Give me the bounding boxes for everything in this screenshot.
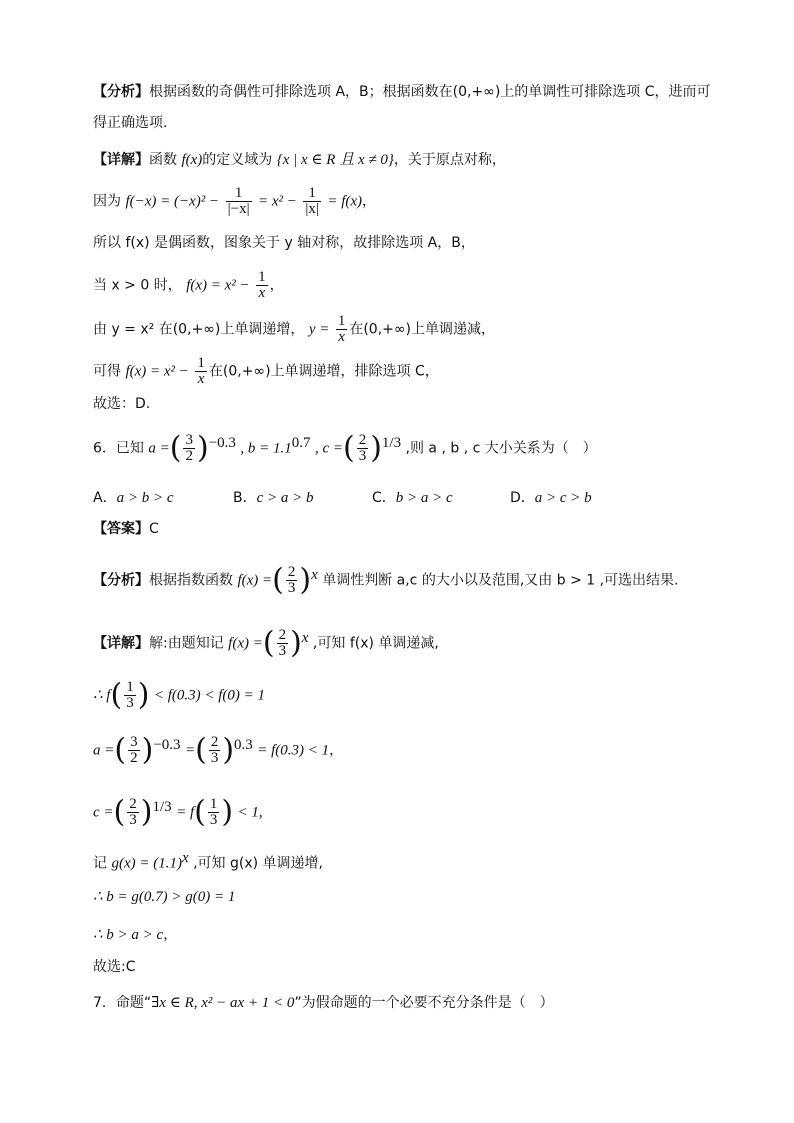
fraction: $\frac{2}{3}$ (358, 432, 367, 465)
answer-line (93, 519, 159, 539)
question-6-options (93, 488, 713, 508)
option-d[interactable]: D．a > c > b (510, 490, 592, 506)
question-7-stem: 7．命题“∃x ∈ R, x² − ax + 1 < 0”为假命题的一个必要不充分条件是（ ） (93, 995, 554, 1011)
analysis-line-1 (93, 82, 711, 102)
detail2-line-6: ∴ b = g(0.7) > g(0) = 1 (93, 889, 236, 905)
fraction: $\frac{1}{3}$ (126, 679, 134, 711)
analysis-tag: 【分析】 (93, 84, 149, 100)
fraction: $\frac{1}{|x|}$ (305, 185, 319, 217)
analysis-line-2: 得正确选项. (93, 115, 168, 131)
detail-line-6: 可得 f(x) = x² − $\frac{1}{x}$ 在(0,+∞)上单调递增，排除选项 C， (93, 355, 439, 387)
detail2-line-4: c =( $\frac{2}{3}$ )$^{1/3}$ = f( $\frac{1}{3}$ ) < 1, (93, 794, 263, 830)
detail-line-2: 因为 f(−x) = (−x)² − $\frac{1}{|-x|}$ = x² − $\frac{1}{|x|}$ = f(x)， (93, 185, 377, 217)
fraction: $\frac{1}{3}$ (209, 796, 218, 829)
detail2-line-1: 【详解】解:由题知记 f(x) =( $\frac{2}{3}$ )$^x$ ,可知 f(x) 单调递减, (93, 625, 439, 661)
answer-tag: 【答案】 (93, 521, 149, 537)
fraction: $\frac{1}{|-x|}$ (227, 185, 250, 217)
detail2-line-3: a =( $\frac{3}{2}$ )$^{-0.3}$ =( $\frac{2}{3}$ )$^{0.3}$ = f(0.3) < 1， (93, 732, 344, 768)
fraction: $\frac{2}{3}$ (287, 564, 296, 597)
fraction: $\frac{1}{x}$ (337, 313, 346, 345)
detail-line-5: 由 y = x² 在(0,+∞)上单调递增， y = $\frac{1}{x}$ 在(0,+∞)上单调递减， (93, 313, 496, 345)
fraction: $\frac{2}{3}$ (129, 796, 137, 829)
detail-tag: 【详解】 (93, 152, 149, 168)
question-6-stem: 6．已知 a =( $\frac{3}{2}$ )$^{-0.3}$ , $b = 1.1^{0.7}$ , c =( $\frac{2}{3}$ )$^{1/3}$ ,则 a , b , c 大小关系为（ ） (93, 430, 597, 466)
fraction: $\frac{3}{2}$ (185, 432, 193, 465)
answer-value: C (149, 521, 159, 537)
option-a[interactable]: A．a > b > c (93, 490, 174, 506)
analysis-text: 根据函数的奇偶性可排除选项 A，B；根据函数在(0,+∞)上的单调性可排除选项 C，进而可 (149, 84, 711, 100)
detail-line-1: 【详解】函数 f(x)的定义域为 {x | x ∈ R 且 x ≠ 0}，关于原点对称， (93, 152, 506, 168)
detail2-conclusion: 故选:C (93, 959, 136, 975)
fraction: $\frac{1}{x}$ (258, 269, 266, 301)
option-c[interactable]: C．b > a > c (372, 490, 453, 506)
detail2-line-7: ∴ b > a > c， (93, 927, 178, 943)
option-b[interactable]: B．c > a > b (233, 490, 314, 506)
fraction: $\frac{2}{3}$ (278, 627, 287, 660)
detail-conclusion: 故选：D. (93, 396, 151, 412)
detail-line-4: 当 x > 0 时， f(x) = x² − $\frac{1}{x}$ ， (93, 269, 284, 301)
detail2-line-5: 记 $g(x) = (1.1)^x$ ,可知 g(x) 单调递增, (93, 850, 323, 872)
detail-line-3: 所以 f(x) 是偶函数，图象关于 y 轴对称，故排除选项 A，B， (93, 235, 475, 251)
fraction: $\frac{1}{x}$ (197, 355, 205, 387)
fraction: $\frac{3}{2}$ (130, 734, 138, 767)
detail2-line-2: ∴ f( $\frac{1}{3}$ ) < f(0.3) < f(0) = 1 (93, 677, 266, 713)
analysis2-line: 【分析】根据指数函数 f(x) =( $\frac{2}{3}$ )$^x$ 单调性判断 a,c 的大小以及范围,又由 b > 1 ,可选出结果. (93, 562, 679, 598)
fraction: $\frac{2}{3}$ (210, 734, 219, 767)
